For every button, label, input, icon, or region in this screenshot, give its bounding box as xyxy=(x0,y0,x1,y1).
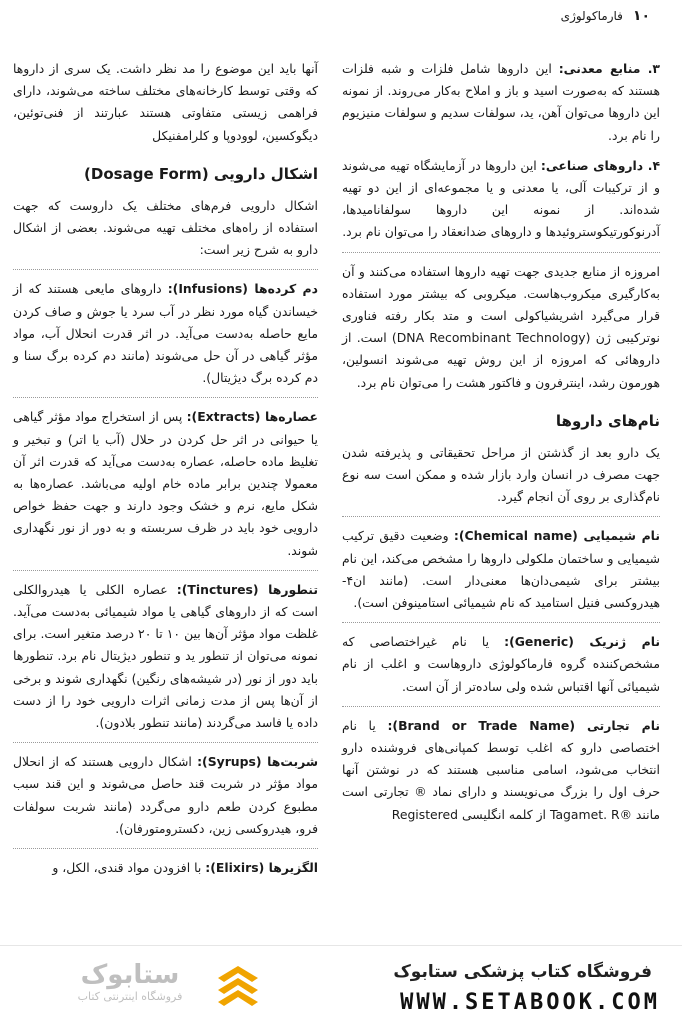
divider xyxy=(342,622,660,623)
logo-brand: ستابوک xyxy=(80,960,180,990)
paragraph-elixirs xyxy=(13,857,318,879)
divider xyxy=(342,706,660,707)
paragraph-lead: نام شیمیایی (Chemical name): xyxy=(453,528,660,544)
page-number: ۱۰ xyxy=(632,8,650,24)
site-url-link[interactable]: WWW.SETABOOK.COM xyxy=(400,990,660,1015)
paragraph-trade-name xyxy=(342,715,660,826)
running-title: فارماکولوژی xyxy=(560,9,623,23)
heading-drug-names: نام‌های داروها xyxy=(555,411,660,430)
paragraph-generic-name xyxy=(342,631,660,698)
divider xyxy=(342,516,660,517)
divider xyxy=(13,570,318,571)
right-column xyxy=(342,58,660,834)
paragraph-tinctures xyxy=(13,579,318,734)
paragraph-chemical-name xyxy=(342,525,660,614)
paragraph-bioavailability: آنها باید این موضوع را مد نظر داشت. یک سری از داروها که وقتی توسط کارخانه‌های مختلف ساخته می‌شوند، دارای فراهمی زیستی متفاوتی هستند عبارتند از فنی‌توئین، دیگوکسین، لوودوپا و کلرامفنیکل xyxy=(13,61,318,143)
paragraph-text: پس از استخراج مواد مؤثر گیاهی یا حیوانی در اثر حل کردن در حلال (آب یا اتر) و تبخیر و تغلیظ ماده حاصله، عصاره به‌دست می‌آید که قدرت اثر آن معمولا چندین برابر ماده خام اولیه می‌باشد. عصاره‌ها به شکل مایع، نرم و خشک وجود دارند و جهت حفظ خواص دارویی خود باید در ظرف سربسته و به دور از نور نگهداری شوند. xyxy=(13,409,318,558)
paragraph-lead: دم کرده‌ها (Infusions): xyxy=(167,281,318,297)
running-header xyxy=(561,8,650,24)
paragraph-text: یا نام غیراختصاصی که مشخص‌کننده گروه فارماکولوژی داروهاست و اغلب از نام شیمیائی آنها اقتباس شده ولی ساده‌تر از آن است. xyxy=(342,634,660,694)
divider xyxy=(13,742,318,743)
paragraph-synthetic-drugs xyxy=(342,155,660,244)
paragraph-lead: عصاره‌ها (Extracts): xyxy=(186,409,318,425)
paragraph-text: اشکال دارویی هستند که از انحلال مواد مؤثر در شربت قند حاصل می‌شوند و این قند سبب مطبوع کردن طعم دارو می‌گردد (مانند شربت سولفات فرو، هیدروکسی زین، دکسترومتورفان). xyxy=(13,754,318,836)
paragraph-text: این داروها در آزمایشگاه تهیه می‌شوند و از ترکیبات آلی، یا معدنی و یا مجموعه‌ای از این دو تهیه شده‌اند. از نمونه این داروها سولفانامیدها، آدرنوکورتیکوستروئیدها و داروهای ضدانعقاد را می‌توان نام برد. xyxy=(342,157,660,240)
paragraph-lead: شربت‌ها (Syrups): xyxy=(197,754,318,770)
paragraph-lead: الگزیرها (Elixirs): xyxy=(205,860,318,876)
logo-wordmark xyxy=(50,960,210,1003)
paragraph-text: داروهای مایعی هستند که از خیساندن گیاه مورد نظر در آب سرد یا جوش و صاف کردن مایع حاصله به‌دست می‌آید. در اثر قدرت انحلال آب، مواد مؤثر گیاهی در آن حل می‌شوند (مانند دم کرده برگ سنا و دم کرده برگ دیژیتال). xyxy=(13,281,318,386)
store-name: فروشگاه کتاب پزشکی ستابوک xyxy=(393,962,652,982)
divider xyxy=(13,848,318,849)
paragraph-lead: نام تجارتی (Brand or Trade Name): xyxy=(387,717,660,733)
paragraph-extracts xyxy=(13,406,318,561)
paragraph-text: یا نام اختصاصی دارو که اغلب توسط کمپانی‌های فروشنده دارو انتخاب می‌شود، اسامی مناسبی هستند که در نوشتن آنها حرف اول را بزرگ می‌نویسند و دارای نماد ® تجارتی است مانند ®Tagamet. R از کلمه انگلیسی Registered xyxy=(342,717,660,822)
store-footer-banner xyxy=(0,945,682,1024)
paragraph-mineral-sources xyxy=(342,58,660,147)
paragraph-text: وضعیت دقیق ترکیب شیمیایی و ساختمان ملکولی داروها را مشخص می‌کند، این نام بیشتر برای شیمی‌دان‌ها معنی‌دار است. (مانند ان‌۴- هیدروکسی فنیل استامید که نام شیمیائی استامینوفن است). xyxy=(342,528,660,611)
paragraph-text: این داروها شامل فلزات و شبه فلزات هستند که به‌صورت اسید و باز و املاح به‌کار می‌روند. از نمونه این داروها می‌توان آهن، ید، سولفات سدیم و سولفات منیزیوم را نام برد. xyxy=(342,61,660,143)
heading-dosage-form: اشکال دارویی (Dosage Form) xyxy=(84,164,318,183)
paragraph-lead: ۴. داروهای صناعی: xyxy=(540,157,661,173)
paragraph-lead: نام ژنریک (Generic): xyxy=(504,634,660,650)
divider xyxy=(13,269,318,270)
left-column xyxy=(13,58,318,887)
paragraph-infusions xyxy=(13,278,318,389)
store-logo[interactable] xyxy=(28,956,268,1016)
divider xyxy=(342,252,660,253)
divider xyxy=(13,397,318,398)
book-stack-icon xyxy=(212,960,264,1012)
paragraph-naming-intro: یک دارو بعد از گذشتن از مراحل تحقیقاتی و پذیرفته شدن جهت مصرف در انسان وارد بازار شده و ممکن است سه نوع نام‌گذاری بر روی آن انجام گیرد. xyxy=(342,444,660,505)
paragraph-text: عصاره الکلی یا هیدروالکلی است که از داروهای گیاهی یا مواد شیمیائی به‌دست می‌آید. غلظت مواد مؤثر آن‌ها بین ۱۰ تا ۲۰ درصد متغیر است. برای نمونه می‌توان از تنطور ید و تنطور دیژیتال نام برد. تنطورها باید دور از نور (در شیشه‌های رنگین) نگهداری شوند و برخی از آن‌ها پس از مدت زمانی اثرات دارویی خود را از دست داده یا فاسد می‌گردند (مانند تنطور بلادون). xyxy=(13,581,318,731)
paragraph-lead: ۳. منابع معدنی: xyxy=(558,61,660,76)
paragraph-text: با افزودن مواد قندی، الکل، و xyxy=(52,860,206,876)
paragraph-recombinant: امروزه از منابع جدیدی جهت تهیه داروها استفاده می‌کنند و آن به‌کارگیری میکروب‌هاست. میکروبی که بیشتر مورد استفاده قرار می‌گیرد اشریشیاکولی است و متد بکار رفته فناوری نوترکیبی ژن (DNA Recombinant Technology) است. از داروهائی که امروزه از این روش تهیه می‌شوند انسولین، هورمون رشد، اینترفرون و فاکتور هشت را می‌توان نام برد. xyxy=(342,263,660,390)
logo-tagline: فروشگاه اینترنتی کتاب xyxy=(77,990,183,1003)
paragraph-lead: تنطورها (Tinctures): xyxy=(176,581,318,597)
paragraph-syrups xyxy=(13,751,318,840)
paragraph-dosage-intro: اشکال دارویی فرم‌های مختلف یک داروست که جهت استفاده از راه‌های مختلف تهیه می‌شوند. بعضی از اشکال دارو به شرح زیر است: xyxy=(13,197,318,258)
